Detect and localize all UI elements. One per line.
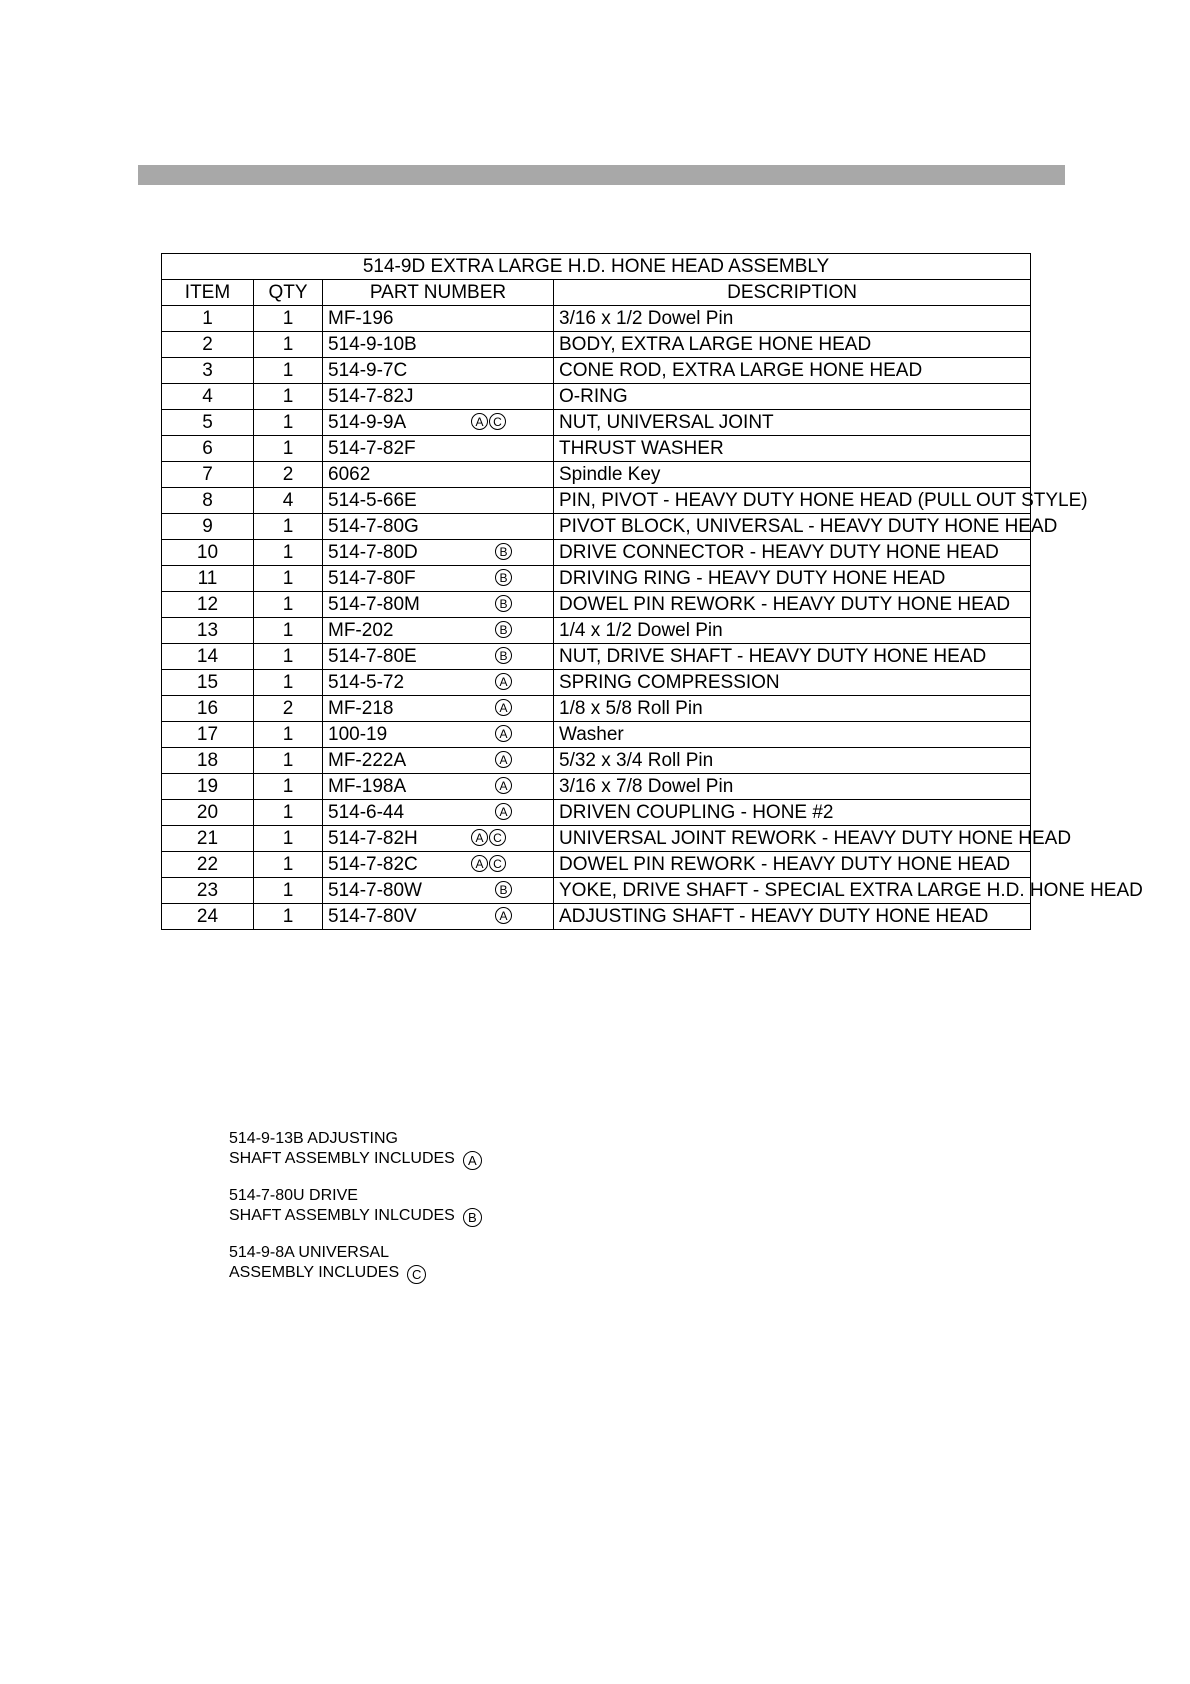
part-number-cell [323, 618, 554, 644]
parts-table-body [162, 306, 1143, 930]
qty-cell: 1 [254, 306, 323, 332]
table-row [162, 644, 1031, 670]
table-row [162, 306, 1031, 332]
description-cell: DRIVEN COUPLING - HONE #2 [554, 800, 1031, 826]
part-number: 514-7-80V [328, 906, 417, 927]
table-row [162, 592, 1031, 618]
description-cell: CONE ROD, EXTRA LARGE HONE HEAD [554, 358, 1031, 384]
note-includes-text: ASSEMBLY INCLUDES [229, 1264, 400, 1281]
part-number: MF-198A [328, 776, 407, 797]
table-row [162, 878, 1031, 904]
part-number: 514-7-82C [328, 854, 418, 875]
description-cell: 3/16 x 1/2 Dowel Pin [554, 306, 1031, 332]
assembly-marks [494, 592, 512, 612]
assembly-marks [494, 566, 512, 586]
assembly-marks [494, 540, 512, 560]
part-number: MF-222A [328, 750, 407, 771]
part-number: 514-6-44 [328, 802, 405, 823]
table-row [162, 722, 1031, 748]
item-cell: 3 [162, 358, 254, 384]
description-cell: UNIVERSAL JOINT REWORK - HEAVY DUTY HONE HEAD [554, 826, 1031, 852]
circled-letter-b-icon: B [463, 1208, 482, 1227]
qty-cell: 2 [254, 462, 323, 488]
circled-letter-c-icon: C [407, 1265, 426, 1284]
header-bar [138, 165, 1065, 185]
item-cell: 18 [162, 748, 254, 774]
part-number: 514-7-80W [328, 880, 422, 901]
table-row [162, 774, 1031, 800]
item-cell: 10 [162, 540, 254, 566]
description-cell: NUT, DRIVE SHAFT - HEAVY DUTY HONE HEAD [554, 644, 1031, 670]
part-number-cell [323, 722, 554, 748]
description-cell: SPRING COMPRESSION [554, 670, 1031, 696]
part-number: 514-7-80E [328, 646, 417, 667]
part-number-cell [323, 644, 554, 670]
circled-letter-a-icon: A [471, 829, 488, 846]
part-number: 514-7-80G [328, 516, 419, 537]
item-cell: 2 [162, 332, 254, 358]
header-qty: QTY [254, 280, 323, 306]
qty-cell: 1 [254, 332, 323, 358]
qty-cell: 1 [254, 592, 323, 618]
item-cell: 8 [162, 488, 254, 514]
qty-cell: 1 [254, 436, 323, 462]
part-number: 514-7-82H [328, 828, 418, 849]
note-includes-text: SHAFT ASSEMBLY INLCUDES [229, 1207, 455, 1224]
parts-table [161, 253, 1143, 930]
circled-letter-a-icon: A [495, 699, 512, 716]
note-assembly-name: 514-9-13B ADJUSTING [229, 1130, 398, 1147]
part-number: MF-196 [328, 308, 394, 329]
part-number-cell [323, 826, 554, 852]
qty-cell: 1 [254, 384, 323, 410]
note-assembly-name: 514-7-80U DRIVE [229, 1187, 358, 1204]
part-number-cell [323, 592, 554, 618]
part-number: 514-9-7C [328, 360, 408, 381]
item-cell: 19 [162, 774, 254, 800]
description-cell: DRIVING RING - HEAVY DUTY HONE HEAD [554, 566, 1031, 592]
table-row [162, 696, 1031, 722]
part-number-cell [323, 462, 554, 488]
circled-letter-a-icon: A [495, 751, 512, 768]
part-number-cell [323, 774, 554, 800]
table-row [162, 332, 1031, 358]
header-description: DESCRIPTION [554, 280, 1031, 306]
description-cell: Washer [554, 722, 1031, 748]
item-cell: 17 [162, 722, 254, 748]
part-number: 514-7-80D [328, 542, 418, 563]
header-part-number: PART NUMBER [323, 280, 554, 306]
circled-letter-b-icon: B [495, 621, 512, 638]
assembly-marks [494, 748, 512, 768]
qty-cell: 1 [254, 852, 323, 878]
table-row [162, 436, 1031, 462]
assembly-marks [494, 618, 512, 638]
part-number-cell [323, 696, 554, 722]
assembly-marks [494, 722, 512, 742]
description-cell: ADJUSTING SHAFT - HEAVY DUTY HONE HEAD [554, 904, 1031, 930]
item-cell: 7 [162, 462, 254, 488]
part-number: 514-7-82F [328, 438, 416, 459]
circled-letter-a-icon: A [471, 855, 488, 872]
qty-cell: 1 [254, 566, 323, 592]
assembly-marks [494, 904, 512, 924]
part-number-cell [323, 904, 554, 930]
part-number-cell [323, 384, 554, 410]
assembly-marks [494, 670, 512, 690]
table-row [162, 748, 1031, 774]
part-number: 514-5-66E [328, 490, 417, 511]
circled-letter-a-icon: A [495, 907, 512, 924]
part-number-cell [323, 566, 554, 592]
description-cell: 3/16 x 7/8 Dowel Pin [554, 774, 1031, 800]
circled-letter-c-icon: C [489, 413, 506, 430]
description-cell: DRIVE CONNECTOR - HEAVY DUTY HONE HEAD [554, 540, 1031, 566]
part-number-cell [323, 800, 554, 826]
description-cell: PIVOT BLOCK, UNIVERSAL - HEAVY DUTY HONE HEAD [554, 514, 1031, 540]
part-number: 514-7-82J [328, 386, 414, 407]
circled-letter-b-icon: B [495, 881, 512, 898]
part-number-cell [323, 410, 554, 436]
description-cell: Spindle Key [554, 462, 1031, 488]
circled-letter-c-icon: C [489, 855, 506, 872]
description-cell: NUT, UNIVERSAL JOINT [554, 410, 1031, 436]
description-cell: 1/8 x 5/8 Roll Pin [554, 696, 1031, 722]
qty-cell: 1 [254, 644, 323, 670]
item-cell: 20 [162, 800, 254, 826]
qty-cell: 1 [254, 722, 323, 748]
part-number: 100-19 [328, 724, 388, 745]
table-row [162, 618, 1031, 644]
part-number: 514-7-80F [328, 568, 416, 589]
assembly-marks [494, 774, 512, 794]
item-cell: 6 [162, 436, 254, 462]
part-number: 6062 [328, 464, 371, 485]
circled-letter-a-icon: A [495, 803, 512, 820]
table-title: 514-9D EXTRA LARGE H.D. HONE HEAD ASSEMBLY [162, 254, 1031, 280]
assembly-marks [494, 800, 512, 820]
assembly-note [229, 1186, 482, 1227]
qty-cell: 1 [254, 540, 323, 566]
part-number: 514-9-9A [328, 412, 407, 433]
description-cell: DOWEL PIN REWORK - HEAVY DUTY HONE HEAD [554, 852, 1031, 878]
qty-cell: 1 [254, 514, 323, 540]
qty-cell: 1 [254, 904, 323, 930]
part-number-cell [323, 488, 554, 514]
circled-letter-a-icon: A [471, 413, 488, 430]
qty-cell: 1 [254, 800, 323, 826]
table-row [162, 800, 1031, 826]
part-number-cell [323, 514, 554, 540]
assembly-marks [494, 644, 512, 664]
qty-cell: 1 [254, 826, 323, 852]
circled-letter-a-icon: A [495, 725, 512, 742]
circled-letter-b-icon: B [495, 543, 512, 560]
table-row [162, 540, 1031, 566]
part-number-cell [323, 358, 554, 384]
assembly-marks [470, 826, 506, 846]
part-number-cell [323, 306, 554, 332]
assembly-marks [470, 410, 506, 430]
circled-letter-c-icon: C [489, 829, 506, 846]
item-cell: 16 [162, 696, 254, 722]
table-row [162, 488, 1031, 514]
part-number: MF-202 [328, 620, 394, 641]
table-row [162, 852, 1031, 878]
qty-cell: 1 [254, 748, 323, 774]
table-row [162, 514, 1031, 540]
part-number-cell [323, 852, 554, 878]
header-item: ITEM [162, 280, 254, 306]
assembly-note [229, 1243, 482, 1284]
item-cell: 12 [162, 592, 254, 618]
item-cell: 14 [162, 644, 254, 670]
circled-letter-a-icon: A [495, 673, 512, 690]
part-number: 514-9-10B [328, 334, 417, 355]
table-row [162, 358, 1031, 384]
part-number: 514-5-72 [328, 672, 405, 693]
item-cell: 21 [162, 826, 254, 852]
qty-cell: 1 [254, 774, 323, 800]
description-cell: O-RING [554, 384, 1031, 410]
item-cell: 13 [162, 618, 254, 644]
qty-cell: 1 [254, 358, 323, 384]
part-number-cell [323, 878, 554, 904]
qty-cell: 1 [254, 618, 323, 644]
table-row [162, 462, 1031, 488]
part-number: MF-218 [328, 698, 394, 719]
qty-cell: 2 [254, 696, 323, 722]
item-cell: 1 [162, 306, 254, 332]
description-cell: THRUST WASHER [554, 436, 1031, 462]
circled-letter-b-icon: B [495, 647, 512, 664]
description-cell: BODY, EXTRA LARGE HONE HEAD [554, 332, 1031, 358]
qty-cell: 1 [254, 410, 323, 436]
description-cell: PIN, PIVOT - HEAVY DUTY HONE HEAD (PULL OUT STYLE) [554, 488, 1031, 514]
circled-letter-a-icon: A [495, 777, 512, 794]
item-cell: 24 [162, 904, 254, 930]
table-row [162, 384, 1031, 410]
part-number-cell [323, 670, 554, 696]
description-cell: 1/4 x 1/2 Dowel Pin [554, 618, 1031, 644]
item-cell: 23 [162, 878, 254, 904]
assembly-notes [229, 1129, 482, 1300]
circled-letter-a-icon: A [463, 1151, 482, 1170]
part-number: 514-7-80M [328, 594, 420, 615]
qty-cell: 1 [254, 670, 323, 696]
item-cell: 5 [162, 410, 254, 436]
part-number-cell [323, 748, 554, 774]
table-row [162, 566, 1031, 592]
part-number-cell [323, 332, 554, 358]
table-row [162, 904, 1031, 930]
note-includes-text: SHAFT ASSEMBLY INCLUDES [229, 1150, 455, 1167]
assembly-marks [470, 852, 506, 872]
assembly-marks [494, 878, 512, 898]
description-cell: 5/32 x 3/4 Roll Pin [554, 748, 1031, 774]
table-row [162, 826, 1031, 852]
item-cell: 9 [162, 514, 254, 540]
item-cell: 4 [162, 384, 254, 410]
description-cell: DOWEL PIN REWORK - HEAVY DUTY HONE HEAD [554, 592, 1031, 618]
item-cell: 11 [162, 566, 254, 592]
description-cell: YOKE, DRIVE SHAFT - SPECIAL EXTRA LARGE H.D. HONE HEAD [554, 878, 1031, 904]
item-cell: 15 [162, 670, 254, 696]
table-row [162, 670, 1031, 696]
assembly-marks [494, 696, 512, 716]
part-number-cell [323, 436, 554, 462]
table-row [162, 410, 1031, 436]
note-assembly-name: 514-9-8A UNIVERSAL [229, 1244, 390, 1261]
assembly-note [229, 1129, 482, 1170]
qty-cell: 1 [254, 878, 323, 904]
part-number-cell [323, 540, 554, 566]
qty-cell: 4 [254, 488, 323, 514]
item-cell: 22 [162, 852, 254, 878]
circled-letter-b-icon: B [495, 569, 512, 586]
circled-letter-b-icon: B [495, 595, 512, 612]
